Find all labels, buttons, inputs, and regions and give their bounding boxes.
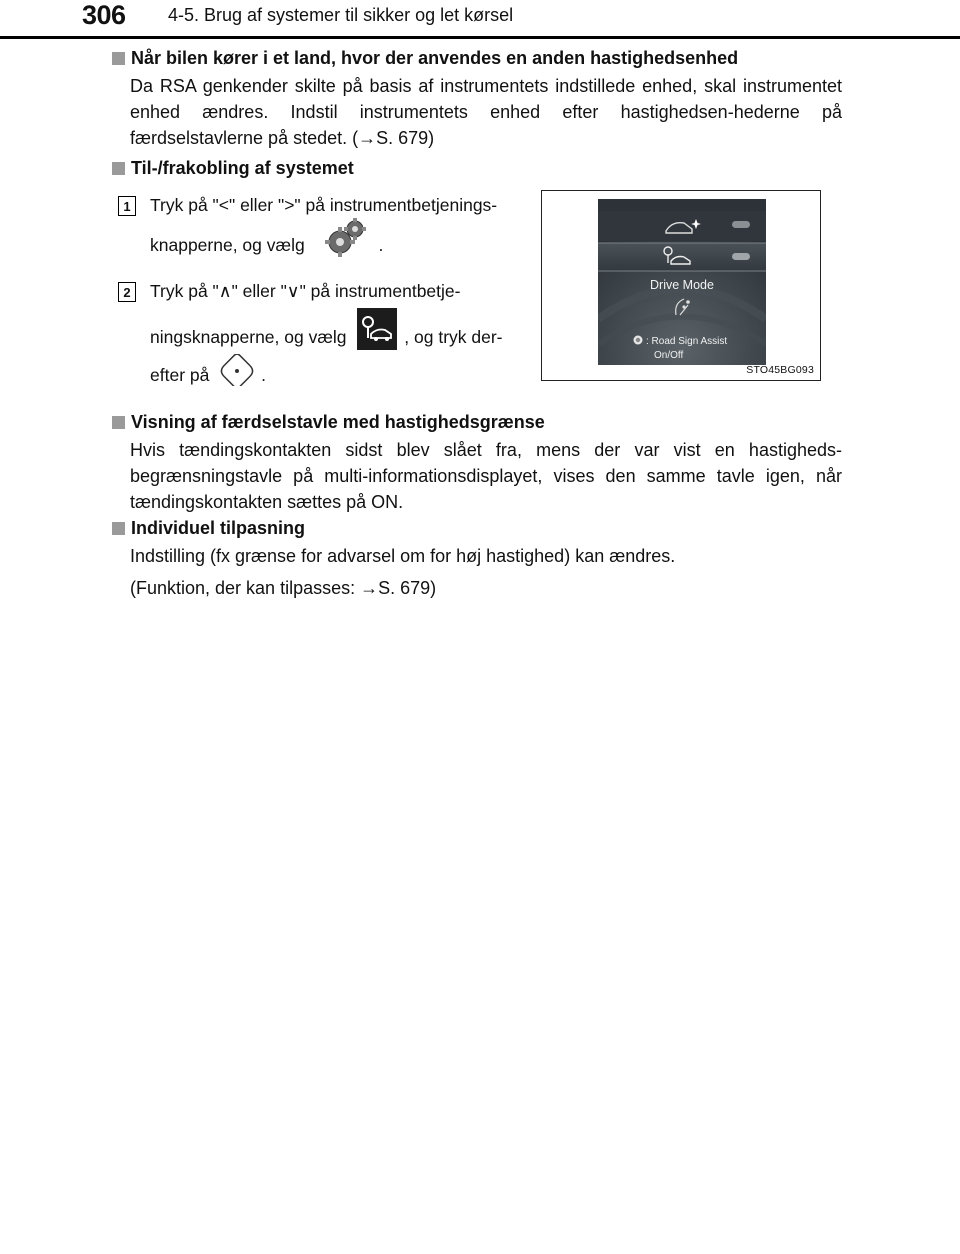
section-body: Hvis tændingskontakten sidst blev slået fra, mens der var vist en hastigheds-begrænsningstavle på multi-informationsdisplayet, vises den samme tavle igen, når tændingskontakten sættes på ON. xyxy=(130,440,842,512)
step-text-line: knapperne, og vælg . xyxy=(150,230,383,263)
chapter-title: 4-5. Brug af systemer til sikker og let kørsel xyxy=(168,5,514,25)
square-bullet-icon xyxy=(112,522,125,535)
square-bullet-icon xyxy=(112,162,125,175)
section-title: Når bilen kører i et land, hvor der anvendes en anden hastighedsenhed xyxy=(112,48,842,69)
section-title: Til-/frakobling af systemet xyxy=(112,158,842,179)
page-header xyxy=(0,0,960,44)
step-text-line: Tryk på "<" eller ">" på instrumentbetjenings- xyxy=(150,195,498,215)
square-bullet-icon xyxy=(112,52,125,65)
section-display xyxy=(112,412,842,525)
section-title: Individuel tilpasning xyxy=(112,518,842,539)
section-title: Visning af færdselstavle med hastighedsgrænse xyxy=(112,412,842,433)
figure-id: STO45BG093 xyxy=(746,364,814,376)
enter-button-icon xyxy=(220,354,254,391)
header-rule xyxy=(0,36,960,39)
section-speed-unit xyxy=(112,48,842,161)
step-text-line: ningsknapperne, og vælg , og tryk der- xyxy=(150,322,503,355)
screen-title: Drive Mode xyxy=(650,278,714,292)
section-customize xyxy=(112,518,842,611)
road-sign-assist-icon xyxy=(357,308,397,355)
screen-hint-line-2: On/Off xyxy=(654,350,684,361)
section-on-off xyxy=(112,158,842,179)
section-body: Da RSA genkender skilte på basis af instrumentets indstillede enhed, skal instrumentet enhed ændres. Indstil instrumentets enhed efter hastighedsen-hederne på færdselstavlerne på stedet. (→S. 679) xyxy=(130,76,842,148)
square-bullet-icon xyxy=(112,416,125,429)
step-text-line: efter på . xyxy=(150,362,266,391)
gear-icon xyxy=(322,216,368,263)
step-number-badge: 2 xyxy=(118,282,136,302)
instrument-display-figure xyxy=(541,190,821,381)
multi-information-display xyxy=(598,199,766,365)
step-text-line: Tryk på "∧" eller "∨" på instrumentbetje- xyxy=(150,281,461,301)
step-number-badge: 1 xyxy=(118,196,136,216)
section-body: Indstilling (fx grænse for advarsel om for høj hastighed) kan ændres. (Funktion, der kan tilpasses: →S. 679) xyxy=(130,546,676,598)
page-number: 306 xyxy=(82,0,126,30)
screen-hint-line-1: : Road Sign Assist xyxy=(646,336,728,347)
